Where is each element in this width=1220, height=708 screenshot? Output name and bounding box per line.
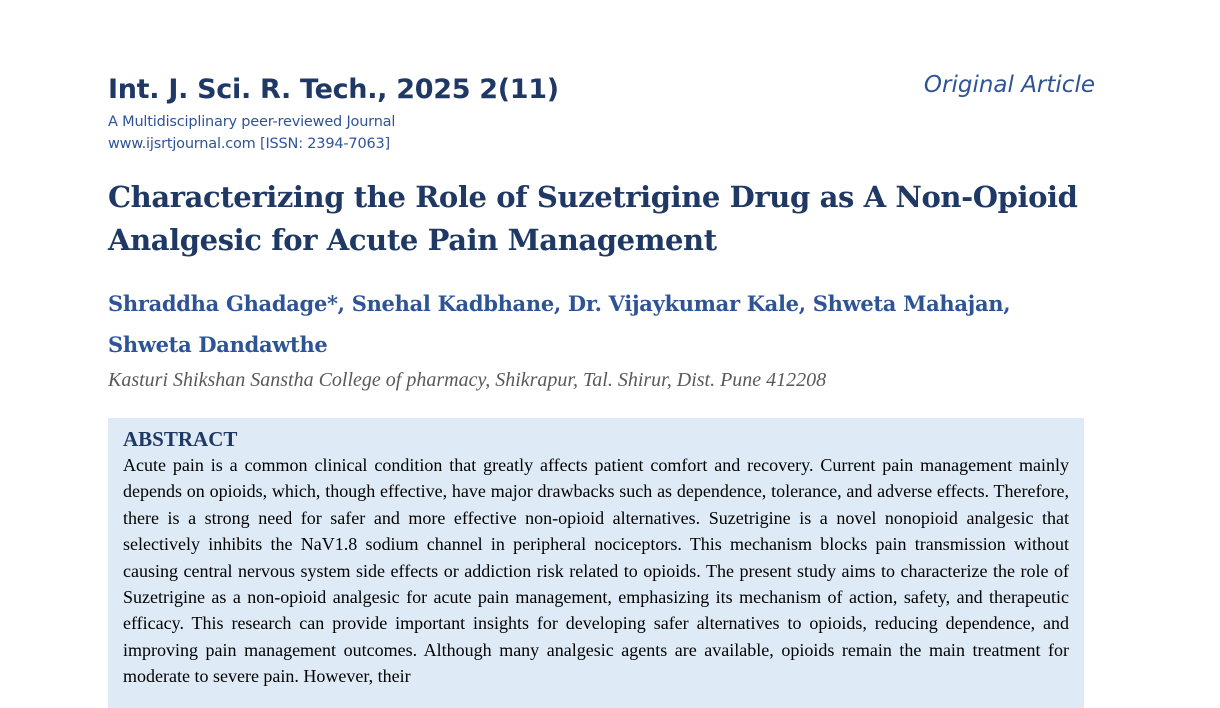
abstract-heading: ABSTRACT (123, 427, 238, 451)
paper-title: Characterizing the Role of Suzetrigine Drug as A Non-Opioid Analgesic for Acute Pain Management (108, 180, 1078, 257)
abstract-text: Acute pain is a common clinical condition that greatly affects patient comfort and recovery. Current pain management mainly depends on opioids, which, though effective, have major drawbacks such as dependence, tolerance, and adverse effects. Therefore, there is a strong need for safer and more effective non-opioid alternatives. Suzetrigine is a novel nonopioid analgesic that selectively inhibits the NaV1.8 sodium channel in peripheral nociceptors. This mechanism blocks pain transmission without causing central nervous system side effects or addiction risk related to opioids. The present study aims to characterize the role of Suzetrigine as a non-opioid analgesic for acute pain management, emphasizing its mechanism of action, safety, and therapeutic efficacy. This research can provide important insights for developing safer alternatives to opioids, reducing dependence, and improving pain management outcomes. Although many analgesic agents are available, opioids remain the main treatment for moderate to severe pain. However, their (123, 455, 1069, 687)
article-type-label: Original Article (923, 72, 1095, 98)
affiliation: Kasturi Shikshan Sanstha College of pharmacy, Shikrapur, Tal. Shirur, Dist. Pune 412208 (108, 369, 827, 391)
abstract-box (108, 418, 1084, 708)
journal-subtitle: A Multidisciplinary peer-reviewed Journal (108, 114, 396, 130)
journal-url-issn: www.ijsrtjournal.com [ISSN: 2394-7063] (108, 136, 390, 152)
author-list: Shraddha Ghadage*, Snehal Kadbhane, Dr. Vijaykumar Kale, Shweta Mahajan, Shweta Dandawthe (108, 291, 1011, 357)
journal-title: Int. J. Sci. R. Tech., 2025 2(11) (108, 74, 559, 105)
